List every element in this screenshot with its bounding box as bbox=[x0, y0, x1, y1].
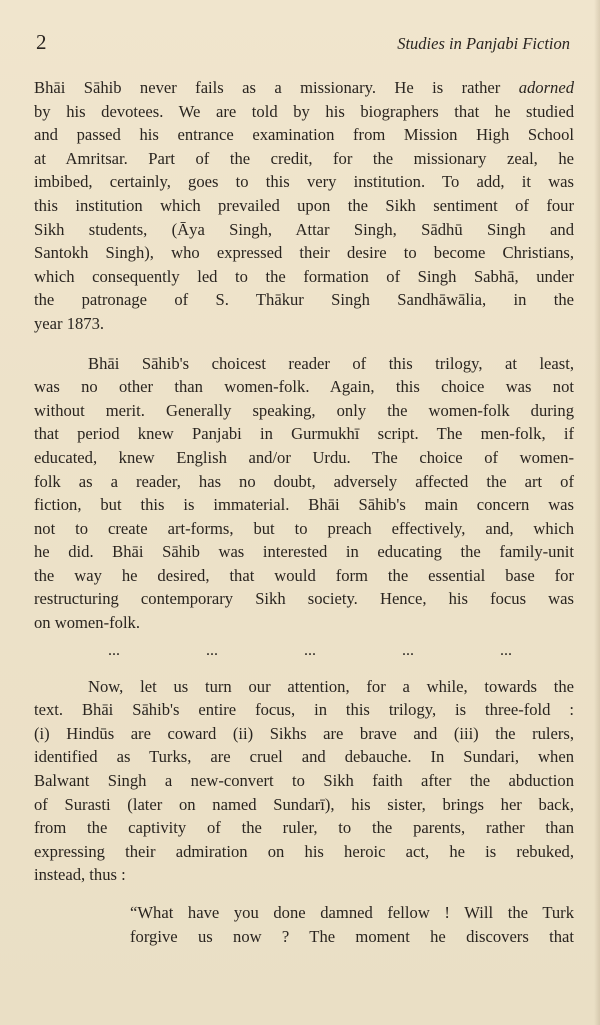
page-edge-shadow bbox=[594, 0, 600, 1025]
text-line: Santokh Singh), who expressed their desire to become Christians, bbox=[34, 243, 574, 263]
text-line: expressing their admiration on his heroic act, he is rebuked, bbox=[34, 841, 574, 861]
text-line: the patronage of S. Thākur Singh Sandhāwālia, in the bbox=[34, 290, 574, 310]
page-header bbox=[36, 30, 570, 60]
text-line: educated, knew English and/or Urdu. The choice of women- bbox=[34, 447, 574, 467]
text-line: from the captivity of the ruler, to the parents, rather than bbox=[34, 818, 574, 838]
page-number: 2 bbox=[36, 30, 47, 54]
text-line: fiction, but this is immaterial. Bhāi Sāhib's main concern was bbox=[34, 495, 574, 515]
text-line: was no other than women-folk. Again, this choice was not bbox=[34, 377, 574, 397]
paragraph-2 bbox=[34, 352, 574, 635]
paragraph-gap bbox=[34, 336, 574, 352]
text-line: Now, let us turn our attention, for a while, towards the bbox=[88, 676, 574, 696]
paragraph-1 bbox=[34, 76, 574, 336]
paragraph-gap bbox=[34, 887, 574, 901]
text-line: restructuring contemporary Sikh society. Hence, his focus was bbox=[34, 589, 574, 609]
paragraph-3 bbox=[34, 675, 574, 887]
separator-dots: ... bbox=[108, 641, 120, 659]
text-line: that period knew Panjabi in Gurmukhī script. The men-folk, if bbox=[34, 424, 574, 444]
text-line: the way he desired, that would form the essential base for bbox=[34, 565, 574, 585]
paragraph-gap bbox=[34, 665, 574, 675]
text-line: Bhāi Sāhib's choicest reader of this trilogy, at least, bbox=[88, 353, 574, 373]
text-line: not to create art-forms, but to preach effectively, and, which bbox=[34, 518, 574, 538]
text-line: this institution which prevailed upon the Sikh sentiment of four bbox=[34, 195, 574, 215]
text-line: instead, thus : bbox=[34, 865, 126, 885]
text-line: (i) Hindūs are coward (ii) Sikhs are brave and (iii) the rulers, bbox=[34, 723, 574, 743]
text-line: Bhāi Sāhib never fails as a missionary. He is rather adorned bbox=[34, 78, 574, 97]
text-line: by his devotees. We are told by his biographers that he studied bbox=[34, 101, 574, 121]
text-line: Balwant Singh a new-convert to Sikh faith after the abduction bbox=[34, 771, 574, 791]
separator-dots: ... bbox=[500, 641, 512, 659]
body-text bbox=[34, 76, 574, 948]
text-line: imbibed, certainly, goes to this very institution. To add, it was bbox=[34, 172, 574, 192]
quote-line: “What have you done damned fellow ! Will the Turk bbox=[130, 903, 574, 922]
block-quote bbox=[130, 901, 574, 948]
text-line: Sikh students, (Āya Singh, Attar Singh, Sādhū Singh and bbox=[34, 219, 574, 239]
section-separator bbox=[34, 641, 574, 665]
text-line: identified as Turks, are cruel and debauche. In Sundari, when bbox=[34, 747, 574, 767]
text-line: which consequently led to the formation of Singh Sabhā, under bbox=[34, 266, 574, 286]
separator-dots: ... bbox=[304, 641, 316, 659]
text-line: without merit. Generally speaking, only the women-folk during bbox=[34, 400, 574, 420]
text-line: at Amritsar. Part of the credit, for the missionary zeal, he bbox=[34, 148, 574, 168]
separator-dots: ... bbox=[402, 641, 414, 659]
quote-line: forgive us now ? The moment he discovers that bbox=[130, 926, 574, 946]
text-line: text. Bhāi Sāhib's entire focus, in this trilogy, is three-fold : bbox=[34, 700, 574, 720]
separator-dots: ... bbox=[206, 641, 218, 659]
text-line: and passed his entrance examination from Mission High School bbox=[34, 125, 574, 145]
running-head: Studies in Panjabi Fiction bbox=[397, 34, 570, 53]
text-line: of Surasti (later on named Sundarī), his sister, brings her back, bbox=[34, 794, 574, 814]
text-line: he did. Bhāi Sāhib was interested in educating the family-unit bbox=[34, 542, 574, 562]
italic-word: adorned bbox=[518, 78, 574, 97]
text-line: year 1873. bbox=[34, 313, 105, 333]
text-line: folk as a reader, has no doubt, adversely affected the art of bbox=[34, 471, 574, 491]
text-line: on women-folk. bbox=[34, 613, 140, 633]
